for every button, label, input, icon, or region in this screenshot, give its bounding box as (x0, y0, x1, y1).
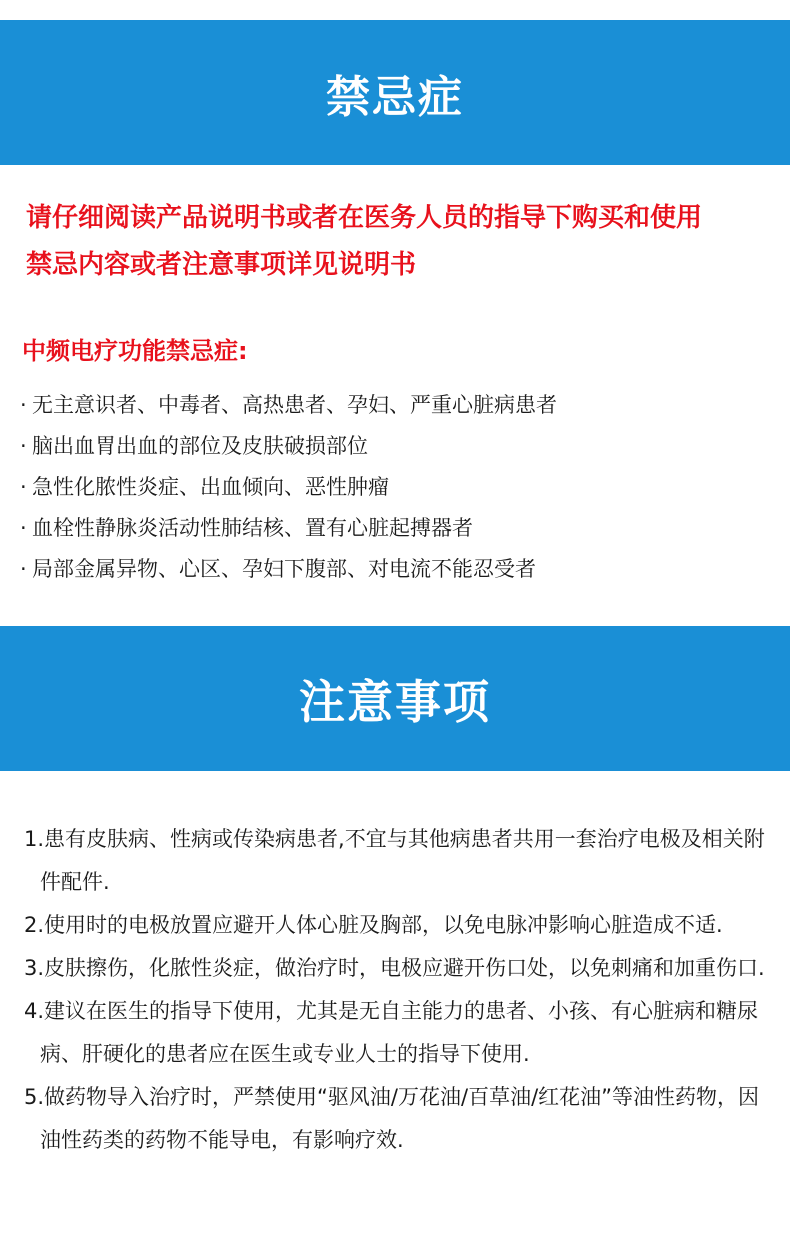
list-item-text: 无主意识者、中毒者、高热患者、孕妇、严重心脏病患者 (32, 393, 557, 417)
list-item-text: 血栓性静脉炎活动性肺结核、置有心脏起搏器者 (32, 516, 473, 540)
item-number: 3. (24, 956, 45, 980)
list-item (24, 990, 776, 1076)
list-item (24, 818, 776, 904)
precautions-title: 注意事项 (299, 674, 491, 729)
list-item-text: 使用时的电极放置应避开人体心脏及胸部，以免电脉冲影响心脏造成不适. (44, 913, 723, 937)
list-item (20, 426, 557, 467)
contraindications-subheading: 中频电疗功能禁忌症: (22, 337, 248, 365)
list-item (20, 467, 557, 508)
precautions-banner (0, 626, 790, 771)
notice-line-2: 禁忌内容或者注意事项详见说明书 (26, 250, 417, 280)
list-item (24, 947, 776, 990)
list-item-text: 做药物导入治疗时，严禁使用“驱风油/万花油/百草油/红花油”等油性药物，因油性药类的药物不能导电，有影响疗效. (40, 1085, 760, 1152)
list-item-text: 患有皮肤病、性病或传染病患者,不宜与其他病患者共用一套治疗电极及相关附件配件. (40, 827, 765, 894)
list-item (20, 549, 557, 590)
list-item (24, 1076, 776, 1162)
bullet-icon: · (20, 434, 27, 458)
item-number: 1. (24, 827, 45, 851)
contraindications-title: 禁忌症 (326, 71, 464, 123)
list-item-text: 脑出血胃出血的部位及皮肤破损部位 (32, 434, 368, 458)
contraindications-list (20, 385, 557, 590)
bullet-icon: · (20, 516, 27, 540)
item-number: 4. (24, 999, 45, 1023)
item-number: 5. (24, 1085, 45, 1109)
contraindications-banner (0, 20, 790, 165)
item-number: 2. (24, 913, 45, 937)
list-item (24, 904, 776, 947)
list-item-text: 皮肤擦伤，化脓性炎症，做治疗时，电极应避开伤口处，以免刺痛和加重伤口. (44, 956, 765, 980)
list-item-text: 建议在医生的指导下使用，尤其是无自主能力的患者、小孩、有心脏病和糖尿病、肝硬化的患者应在医生或专业人士的指导下使用. (40, 999, 759, 1066)
precautions-list (24, 818, 776, 1162)
list-item (20, 385, 557, 426)
bullet-icon: · (20, 393, 27, 417)
notice-line-1: 请仔细阅读产品说明书或者在医务人员的指导下购买和使用 (26, 203, 703, 233)
list-item (20, 508, 557, 549)
bullet-icon: · (20, 475, 27, 499)
list-item-text: 急性化脓性炎症、出血倾向、恶性肿瘤 (32, 475, 389, 499)
bullet-icon: · (20, 557, 27, 581)
list-item-text: 局部金属异物、心区、孕妇下腹部、对电流不能忍受者 (32, 557, 536, 581)
